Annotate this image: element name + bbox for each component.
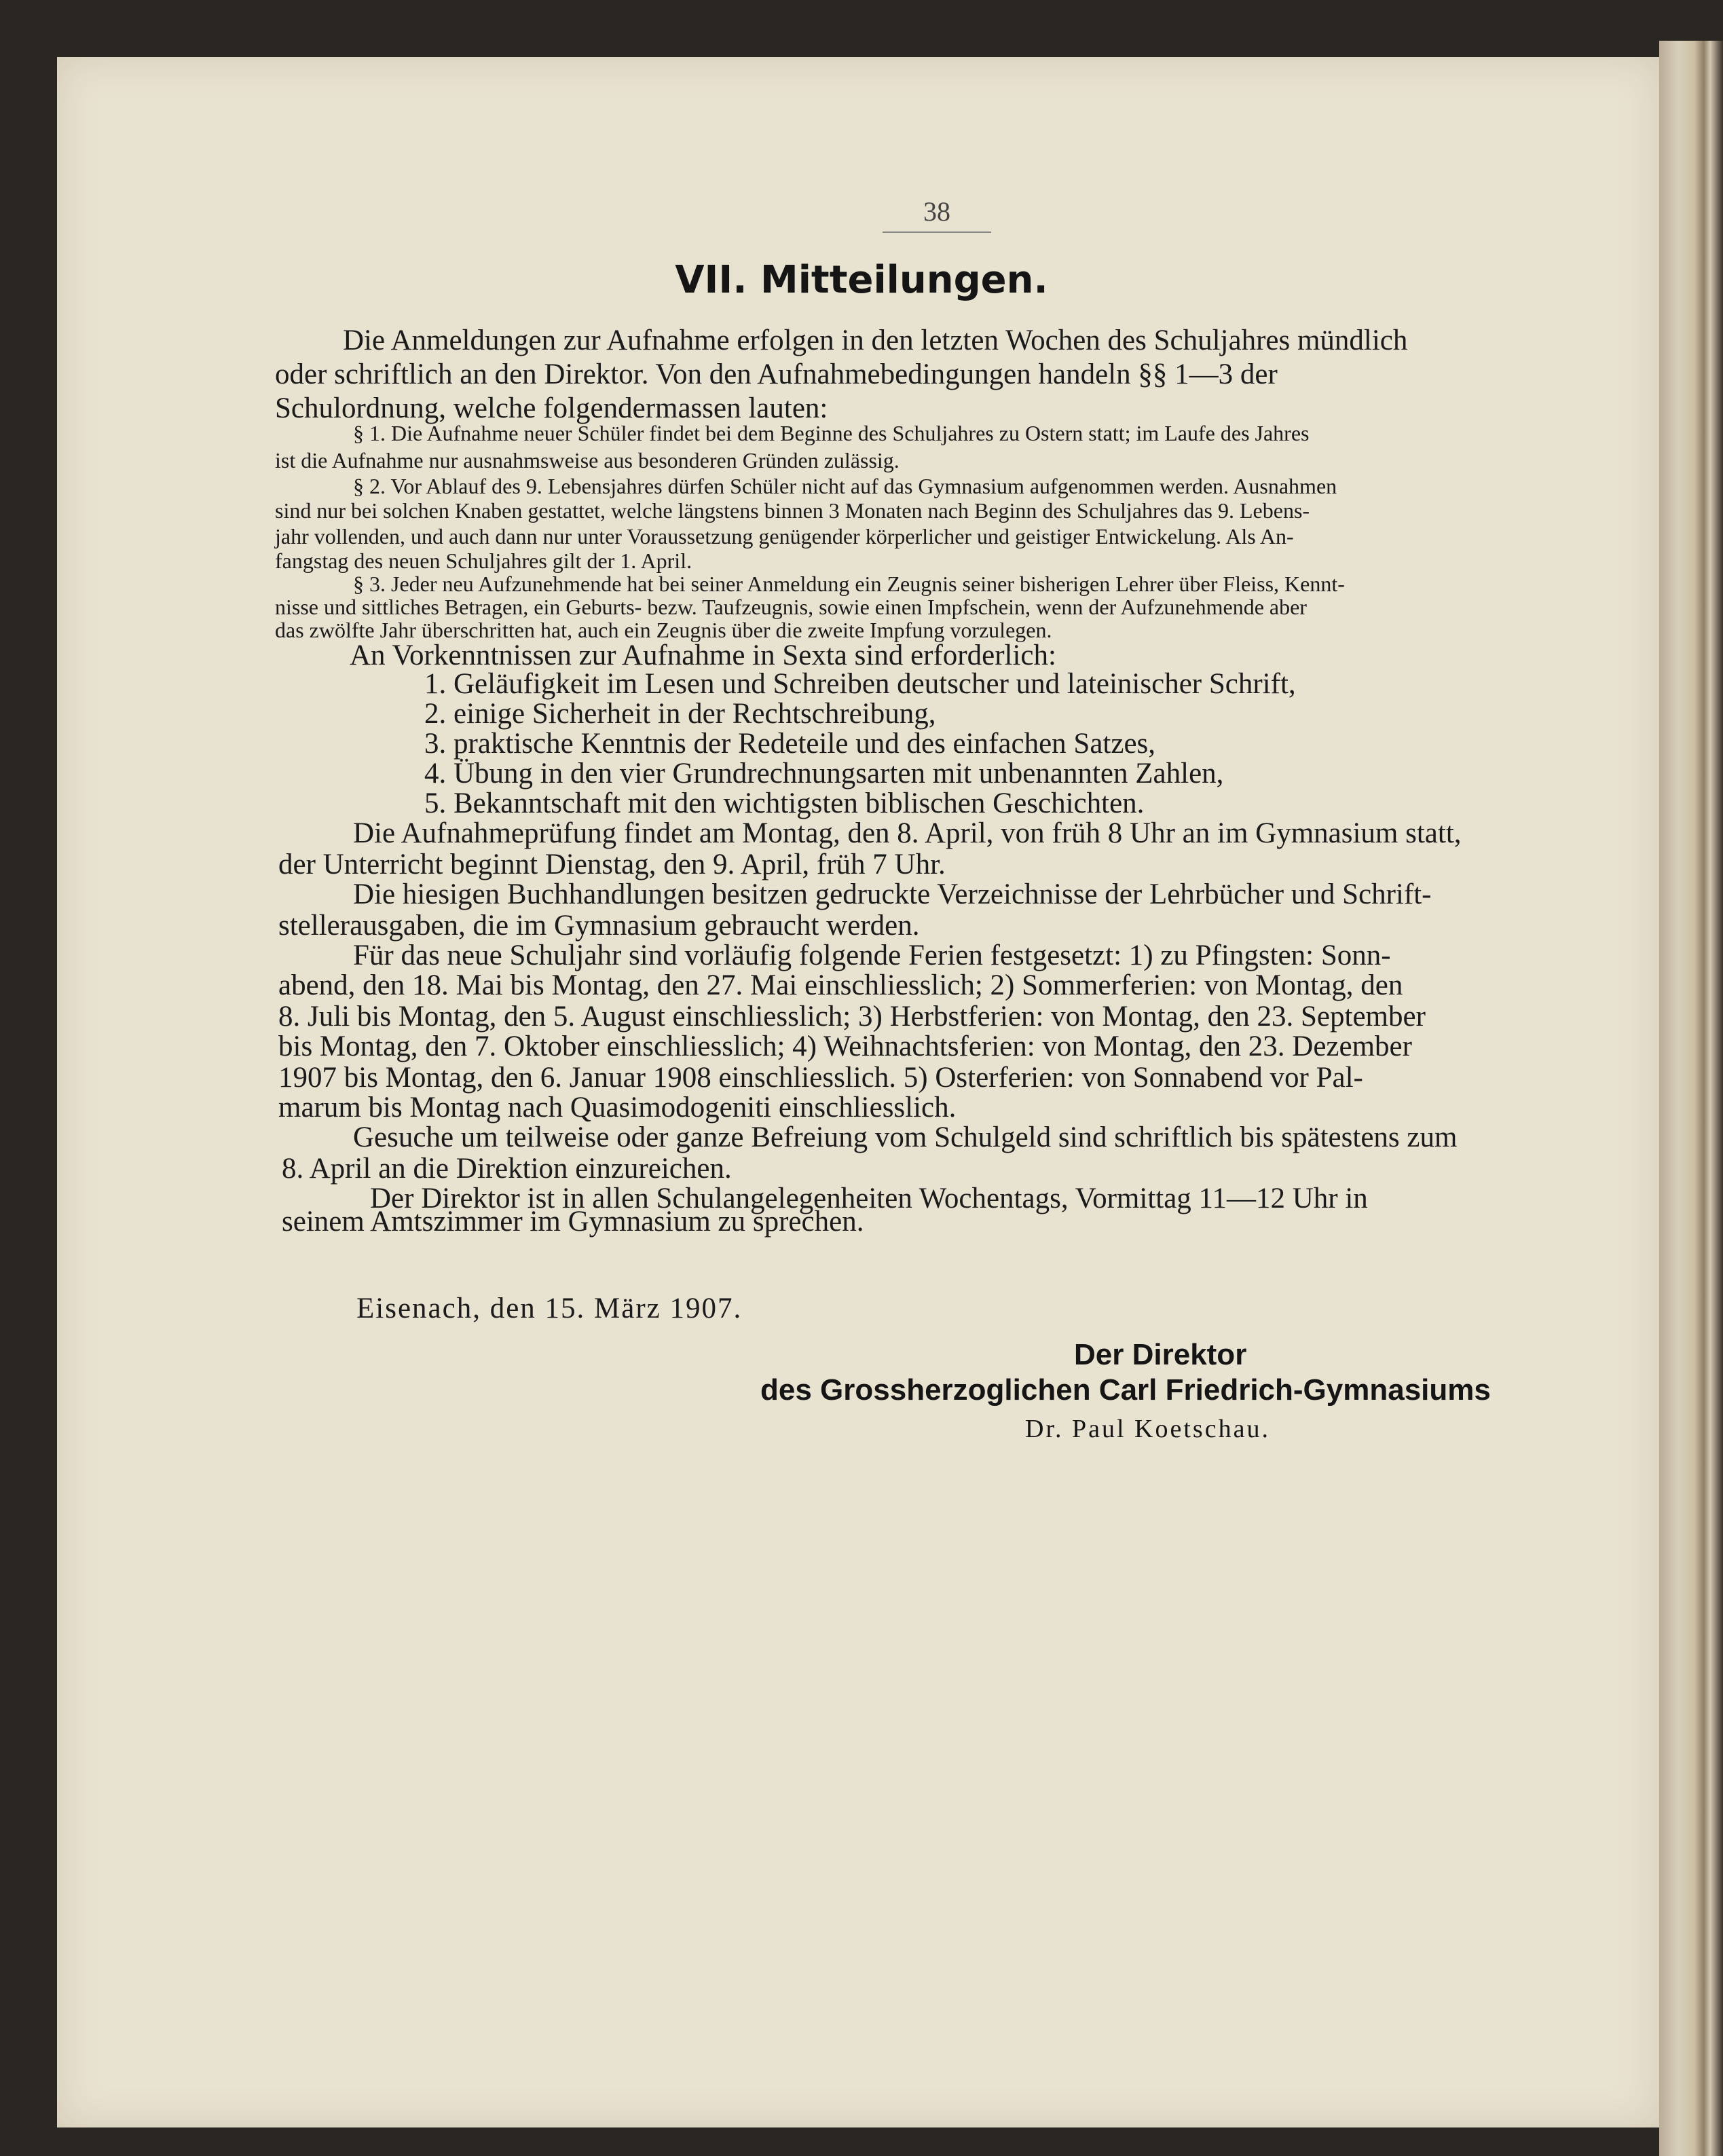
text-line: 8. Juli bis Montag, den 5. August einschliesslich; 3) Herbstferien: von Montag, den 23. September [278, 1001, 1426, 1033]
list-item: 1. Geläufigkeit im Lesen und Schreiben deutscher und lateinischer Schrift, [424, 668, 1296, 700]
text-line: Die hiesigen Buchhandlungen besitzen gedruckte Verzeichnisse der Lehrbücher und Schrift- [353, 878, 1432, 910]
text-line: 8. April an die Direktion einzureichen. [282, 1153, 732, 1185]
text-line-small: nisse und sittliches Betragen, ein Geburts- bezw. Taufzeugnis, sowie einen Impfschein, wenn der Aufzunehmende aber [275, 595, 1307, 619]
adjacent-pages-edge [1659, 41, 1723, 2156]
text-line: seinem Amtszimmer im Gymnasium zu sprechen. [282, 1206, 864, 1238]
list-item: 3. praktische Kenntnis der Redeteile und des einfachen Satzes, [424, 728, 1156, 760]
signature-title: Der Direktor [1074, 1338, 1247, 1371]
text-line: An Vorkenntnissen zur Aufnahme in Sexta sind erforderlich: [350, 639, 1056, 671]
list-item: 2. einige Sicherheit in der Rechtschreibung, [424, 698, 936, 730]
text-line-small: § 3. Jeder neu Aufzunehmende hat bei seiner Anmeldung ein Zeugnis seiner bisherigen Lehrer über Fleiss, Kennt- [353, 572, 1345, 596]
text-line: Gesuche um teilweise oder ganze Befreiung vom Schulgeld sind schriftlich bis spätestens zum [353, 1121, 1458, 1153]
text-line: Die Anmeldungen zur Aufnahme erfolgen in den letzten Wochen des Schuljahres mündlich [343, 324, 1408, 356]
text-line-small: jahr vollenden, und auch dann nur unter Voraussetzung genügender körperlicher und geistiger Entwickelung. Als An- [275, 524, 1294, 549]
text-line: Der Direktor ist in allen Schulangelegenheiten Wochentags, Vormittag 11—12 Uhr in [370, 1183, 1368, 1214]
text-line: Die Aufnahmeprüfung findet am Montag, den 8. April, von früh 8 Uhr an im Gymnasium statt, [353, 817, 1462, 849]
signature-name: Dr. Paul Koetschau. [1025, 1415, 1270, 1443]
list-item: 5. Bekanntschaft mit den wichtigsten biblischen Geschichten. [424, 787, 1145, 819]
text-line-small: fangstag des neuen Schuljahres gilt der 1. April. [275, 549, 692, 573]
section-heading: VII. Mitteilungen. [675, 258, 1048, 302]
text-line: Schulordnung, welche folgendermassen lauten: [275, 392, 828, 424]
signature-institution: des Grossherzoglichen Carl Friedrich-Gymnasiums [760, 1373, 1491, 1407]
text-line: Für das neue Schuljahr sind vorläufig folgende Ferien festgesetzt: 1) zu Pfingsten: Sonn- [353, 940, 1391, 971]
text-line-small: § 1. Die Aufnahme neuer Schüler findet bei dem Beginne des Schuljahres zu Ostern statt; im Laufe des Jahres [353, 421, 1310, 445]
text-line: 1907 bis Montag, den 6. Januar 1908 einschliesslich. 5) Osterferien: von Sonnabend vor Pal- [278, 1062, 1363, 1094]
text-line: der Unterricht beginnt Dienstag, den 9. April, früh 7 Uhr. [278, 849, 946, 880]
text-line-small: das zwölfte Jahr überschritten hat, auch ein Zeugnis über die zweite Impfung vorzulegen. [275, 618, 1052, 642]
text-line: oder schriftlich an den Direktor. Von den Aufnahmebedingungen handeln §§ 1—3 der [275, 358, 1278, 390]
text-line-small: sind nur bei solchen Knaben gestattet, welche längstens binnen 3 Monaten nach Beginn des Schuljahres das 9. Lebens- [275, 498, 1310, 523]
place-date: Eisenach, den 15. März 1907. [356, 1293, 743, 1324]
text-line: abend, den 18. Mai bis Montag, den 27. Mai einschliesslich; 2) Sommerferien: von Montag, den [278, 969, 1403, 1001]
page-number: 38 [883, 196, 991, 233]
text-line: stellerausgaben, die im Gymnasium gebraucht werden. [278, 910, 920, 942]
list-item: 4. Übung in den vier Grundrechnungsarten mit unbenannten Zahlen, [424, 758, 1224, 789]
text-line: bis Montag, den 7. Oktober einschliesslich; 4) Weihnachtsferien: von Montag, den 23. Dezember [278, 1030, 1412, 1062]
text-line-small: ist die Aufnahme nur ausnahmsweise aus besonderen Gründen zulässig. [275, 448, 900, 472]
text-line-small: § 2. Vor Ablauf des 9. Lebensjahres dürfen Schüler nicht auf das Gymnasium aufgenommen werden. Ausnahmen [353, 474, 1337, 498]
text-line: marum bis Montag nach Quasimodogeniti einschliesslich. [278, 1092, 957, 1123]
